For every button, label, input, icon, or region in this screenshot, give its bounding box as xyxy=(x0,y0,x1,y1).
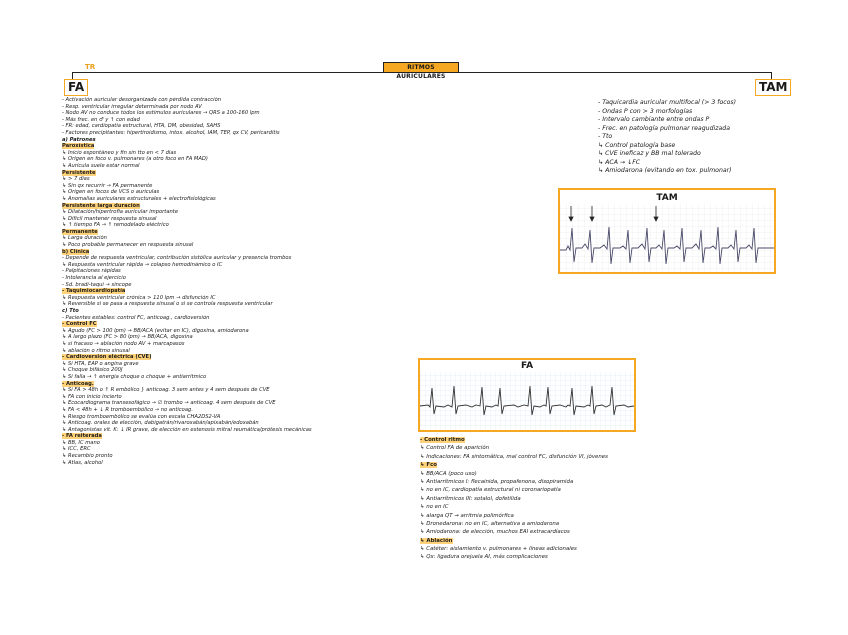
note-line xyxy=(62,328,312,335)
top-mark: TR xyxy=(85,63,96,71)
note-text: ↳ Ablación xyxy=(420,537,453,544)
note-text: ↳ Fco xyxy=(420,462,437,469)
note-text: ↳ Dilatación/hipertrofia auricular importante xyxy=(62,209,179,216)
control-ritmo-notes xyxy=(420,436,608,562)
note-text: - Más frec. en ♂ y ↑ con edad xyxy=(62,116,140,123)
note-text: ↳ Si FA > 48h o ↑ R embólico } anticoag. 3 sem antes y 4 sem después de CVE xyxy=(62,387,270,394)
note-text: ↳ Catéter: aislamiento v. pulmonares + líneas adicionales xyxy=(420,546,577,553)
note-line xyxy=(62,216,312,223)
note-text: ↳ Inicio espontáneo y fin sin tto en < 7 días xyxy=(62,149,177,156)
note-text: ↳ Recambio pronto xyxy=(62,453,113,460)
note-line xyxy=(62,308,312,315)
note-line xyxy=(598,133,736,142)
note-line xyxy=(598,150,736,159)
note-text: ↳ Sin qx recurrir → FA permanente xyxy=(62,182,153,189)
note-text: ↳ Riesgo tromboembólico se evalúa con escala CHA2DS2-VA xyxy=(62,413,221,420)
note-line xyxy=(420,470,608,478)
note-text: Permanente xyxy=(62,228,98,235)
note-text: - Resp. ventricular irregular determinada por nodo AV xyxy=(62,103,202,110)
note-line xyxy=(420,444,608,452)
note-line xyxy=(598,99,736,108)
note-text: ↳ ablación o ritmo sinusal xyxy=(62,347,130,354)
note-line xyxy=(598,142,736,151)
note-line xyxy=(62,235,312,242)
note-text: ↳ Aurícula suele estar normal xyxy=(62,162,140,169)
note-text: ↳ Respuesta ventricular crónica > 110 lpm → disfunción IC xyxy=(62,294,216,301)
note-text: - Tto xyxy=(598,133,613,140)
note-line xyxy=(62,374,312,381)
note-line xyxy=(420,537,608,545)
note-line xyxy=(62,321,312,328)
note-text: ↳ FA con inicio incierto xyxy=(62,393,122,400)
note-line xyxy=(62,315,312,322)
note-line xyxy=(62,117,312,124)
note-line xyxy=(62,150,312,157)
note-text: ↳ Origen en focos de VCS o auriculas xyxy=(62,189,160,196)
note-text: ↳ Atlas, alcohol xyxy=(62,459,103,466)
note-text: - Taquicardia auricular multifocal (> 3 focos) xyxy=(598,99,737,106)
tam-label: TAM xyxy=(755,79,791,96)
note-text: ↳ Amiodarona: de elección, muchos EAI extracardíacos xyxy=(420,529,570,536)
note-line xyxy=(62,143,312,150)
note-line xyxy=(62,249,312,256)
note-text: - Control ritmo xyxy=(420,437,465,443)
note-text: ↳ Antiarrítmicos I: flecainida, propafenona, disopiramida xyxy=(420,478,574,485)
note-text: - FR: edad, cardiopatía estructural, HTA, DM, obesidad, SAHS xyxy=(62,123,221,130)
note-line xyxy=(62,97,312,104)
note-line xyxy=(62,183,312,190)
note-line xyxy=(62,394,312,401)
note-line xyxy=(62,222,312,229)
note-line xyxy=(62,381,312,388)
note-text: - Activación auricular desorganizada con pérdida contracción xyxy=(62,97,222,103)
note-text: - Nodo AV no conduce todos los estímulos auriculares → QRS a 100-160 lpm xyxy=(62,110,260,117)
note-line xyxy=(62,288,312,295)
note-line xyxy=(62,137,312,144)
note-line xyxy=(420,453,608,461)
note-line xyxy=(62,282,312,289)
note-line xyxy=(62,170,312,177)
note-text: - Depende de respuesta ventricular, contribución sistólica auricular y presencia trombos xyxy=(62,255,292,262)
note-text: - Ondas P con > 3 morfologías xyxy=(598,107,693,115)
note-line xyxy=(62,262,312,269)
note-text: ↳ Antiarrítmicos III: sotalol, dofetilida xyxy=(420,495,521,502)
note-line xyxy=(598,167,736,176)
fa-ecg-panel xyxy=(418,358,636,432)
note-text: ↳ Anomalías auriculares estructurales + electrofisiológicas xyxy=(62,195,216,202)
note-line xyxy=(62,130,312,137)
page-title: RITMOS AURICULARES xyxy=(383,62,459,73)
tam-ecg-panel xyxy=(558,188,776,274)
fa-ecg-title: FA xyxy=(520,361,534,371)
note-text: ↳ Reversible si se pasa a respuesta sinusal o si se controla respuesta ventricular xyxy=(62,301,273,308)
note-text: - Intolerancia al ejercicio xyxy=(62,275,126,282)
note-line xyxy=(62,295,312,302)
tam-ecg-title: TAM xyxy=(656,193,678,203)
note-text: ↳ Agudo (FC > 100 lpm) → BB/ACA (evitar en IC), digoxina, amiodarona xyxy=(62,327,249,334)
note-line xyxy=(62,407,312,414)
note-line xyxy=(420,461,608,469)
note-text: - Frec. en patología pulmonar reagudizada xyxy=(598,124,730,132)
note-text: ↳ ↑ tiempo FA → ↑ remodelado eléctrico xyxy=(62,222,169,229)
note-line xyxy=(62,453,312,460)
note-text: ↳ Amiodarona (evitando en tox. pulmonar) xyxy=(598,167,732,174)
note-line xyxy=(62,460,312,467)
note-text: ↳ BB, IC mano xyxy=(62,439,100,446)
note-text: ↳ alarga QT → arritmia polimórfica xyxy=(420,512,514,519)
note-line xyxy=(420,545,608,553)
note-line xyxy=(420,486,608,494)
note-text: - Cardioversión eléctrica (CVE) xyxy=(62,354,152,361)
note-text: ↳ no en IC, cardiopatía estructural ni coronariopatía xyxy=(420,487,561,494)
note-text: ↳ Si falla → ↑ energía choque o choque + antiarrítmico xyxy=(62,373,207,380)
note-line xyxy=(62,387,312,394)
note-line xyxy=(62,176,312,183)
note-text: ↳ Antagonistas vit. K: ↓ IR grave, de elección en estenosis mitral reumática/prótesis mecánicas xyxy=(62,426,312,433)
branch-line-horizontal xyxy=(72,72,772,73)
note-line xyxy=(62,440,312,447)
note-text: - Control FC xyxy=(62,321,97,328)
note-line xyxy=(62,361,312,368)
note-text: ↳ Respuesta ventricular rápida → colapso hemodinámico o IC xyxy=(62,261,223,268)
fa-notes xyxy=(62,97,312,466)
note-text: - Intervalo cambiante entre ondas P xyxy=(598,116,710,123)
note-line xyxy=(62,414,312,421)
note-text: ↳ > 7 días xyxy=(62,176,90,183)
note-line xyxy=(62,334,312,341)
note-text: ↳ Difícil mantener respuesta sinusal xyxy=(62,215,157,222)
note-text: ↳ Indicaciones: FA sintomática, mal control FC, disfunción VI, jóvenes xyxy=(420,453,608,460)
note-line xyxy=(62,123,312,130)
note-text: ↳ Control patología base xyxy=(598,141,676,149)
note-text: - Pacientes estables: control FC, anticoag., cardioversión xyxy=(62,314,210,321)
note-text: - Taquimiocardiopatía xyxy=(62,288,126,295)
note-line xyxy=(62,427,312,434)
note-line xyxy=(62,209,312,216)
note-text: ↳ A largo plazo (FC > 80 lpm) → BB/ACA, digoxina xyxy=(62,334,193,341)
note-line xyxy=(62,268,312,275)
note-text: ↳ Dronedarona: no en IC, alternativa a amiodarona xyxy=(420,520,560,527)
note-text: - Palpitaciones rápidas xyxy=(62,268,121,275)
note-line xyxy=(62,255,312,262)
note-text: ↳ Control FA de aparición xyxy=(420,445,490,452)
note-text: - FA reiterada xyxy=(62,433,102,440)
note-text: b) Clínica xyxy=(62,248,90,255)
note-line xyxy=(420,520,608,528)
note-text: - Anticoag. xyxy=(62,380,94,387)
note-text: ↳ CVE ineficaz y BB mal tolerado xyxy=(598,150,701,157)
tam-notes xyxy=(598,99,736,176)
note-line xyxy=(420,436,608,444)
fa-label: FA xyxy=(64,79,88,96)
note-line xyxy=(62,104,312,111)
note-text: ↳ Larga duración xyxy=(62,235,107,242)
note-text: ↳ Origen en foco v. pulmonares (a otro foco en FA MAD) xyxy=(62,156,208,163)
note-text: ↳ ACA → ↓FC xyxy=(598,158,641,166)
note-line xyxy=(420,478,608,486)
note-line xyxy=(62,446,312,453)
note-line xyxy=(598,116,736,125)
note-text: ↳ si fracaso → ablación nodo AV + marcapasos xyxy=(62,340,185,347)
note-line xyxy=(420,495,608,503)
note-line xyxy=(62,348,312,355)
note-text: c) Tto xyxy=(62,308,79,314)
note-line xyxy=(62,203,312,210)
note-text: ↳ no en IC xyxy=(420,504,449,511)
note-line xyxy=(598,108,736,117)
note-line xyxy=(62,229,312,236)
note-line xyxy=(420,528,608,536)
note-text: ↳ Si HTA, EAP o angina grave xyxy=(62,360,139,367)
note-text: ↳ FA < 48h + ↓ R tromboembólico → no anticoag. xyxy=(62,406,193,413)
note-text: a) Patrones xyxy=(62,136,96,143)
note-line xyxy=(62,433,312,440)
note-line xyxy=(62,242,312,249)
note-text: Persistente larga duración xyxy=(62,202,140,209)
note-line xyxy=(420,553,608,561)
note-text: Persistente xyxy=(62,169,96,176)
note-line xyxy=(420,503,608,511)
note-line xyxy=(62,196,312,203)
note-text: ↳ BB/ACA (poco uso) xyxy=(420,470,477,477)
note-text: ↳ Qx: ligadura orejuela AI, más complicaciones xyxy=(420,554,548,561)
note-line xyxy=(62,367,312,374)
note-line xyxy=(62,400,312,407)
note-text: Paroxística xyxy=(62,143,95,150)
note-line xyxy=(62,275,312,282)
note-line xyxy=(62,354,312,361)
note-line xyxy=(62,163,312,170)
note-line xyxy=(62,420,312,427)
note-text: - Sd. bradi-taqui → síncope xyxy=(62,281,132,288)
note-text: ↳ Anticoag. orales de elección, dabigatrán/rivaroxabán/apixabán/edoxabán xyxy=(62,420,259,427)
note-line xyxy=(62,189,312,196)
note-text: ↳ Choque bifásico 200J xyxy=(62,367,123,374)
note-line xyxy=(420,512,608,520)
note-line xyxy=(62,110,312,117)
note-line xyxy=(62,341,312,348)
note-text: - Factores precipitantes: hipertiroidismo, intox. alcohol, IAM, TEP, qx CV, pericarditis xyxy=(62,129,280,136)
note-line xyxy=(62,301,312,308)
note-line xyxy=(598,125,736,134)
note-line xyxy=(598,159,736,168)
note-text: ↳ Ecocardiograma transesofágico → ∅ trombo → anticoag. 4 sem después de CVE xyxy=(62,400,276,407)
note-line xyxy=(62,156,312,163)
note-text: ↳ ICC, ERC xyxy=(62,446,91,453)
note-text: ↳ Poco probable permanecer en respuesta sinusal xyxy=(62,242,194,249)
